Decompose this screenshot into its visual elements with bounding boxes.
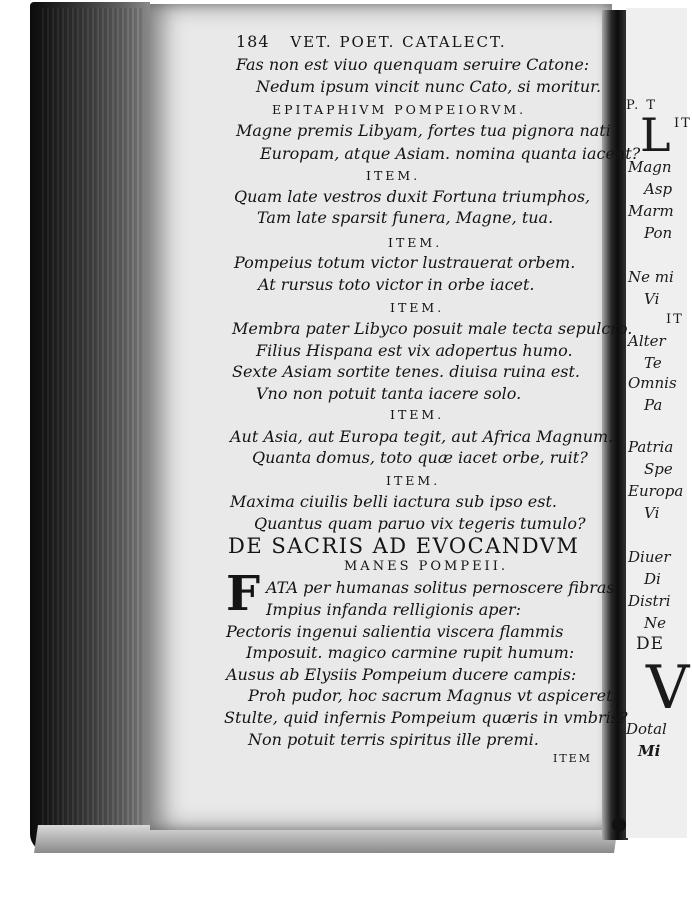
verse-line: Stulte, quid infernis Pompeium quæris in vmbris? bbox=[224, 708, 628, 727]
section-subtitle: MANES POMPEII. bbox=[344, 559, 508, 574]
verse-line: Magne premis Libyam, fortes tua pignora nati bbox=[236, 121, 611, 140]
verse-line: Proh pudor, hoc sacrum Magnus vt aspiceret. bbox=[248, 686, 618, 705]
section-title: DE SACRIS AD EVOCANDVM bbox=[228, 534, 580, 558]
drop-cap: F bbox=[226, 566, 261, 622]
facing-frag: Vi bbox=[644, 504, 660, 522]
verse-line: Pectoris ingenui salientia viscera flammis bbox=[226, 622, 564, 641]
facing-frag: Ne bbox=[644, 614, 667, 632]
verse-line: ATA per humanas solitus pernoscere fibras bbox=[266, 578, 615, 597]
facing-frag: Vi bbox=[644, 290, 660, 308]
verse-line: Membra pater Libyco posuit male tecta sepulcro. bbox=[232, 319, 633, 338]
verse-line: Non potuit terris spiritus ille premi. bbox=[248, 730, 539, 749]
item-heading: ITEM. bbox=[386, 473, 441, 488]
item-heading: ITEM. bbox=[388, 235, 443, 250]
verse-line: Ausus ab Elysiis Pompeium ducere campis: bbox=[226, 665, 577, 684]
facing-frag: DE bbox=[636, 634, 665, 654]
facing-frag: IT bbox=[666, 312, 684, 327]
item-heading: ITEM. bbox=[390, 407, 445, 422]
facing-dropcap: V bbox=[646, 653, 690, 723]
verse-line: At rursus toto victor in orbe iacet. bbox=[258, 275, 535, 294]
facing-page-fragment bbox=[626, 8, 692, 838]
facing-frag: Dotal bbox=[626, 720, 667, 738]
facing-frag: Pon bbox=[644, 224, 673, 242]
facing-frag: Mi bbox=[638, 742, 661, 760]
facing-frag: Asp bbox=[644, 180, 673, 198]
facing-frag: Marm bbox=[628, 202, 674, 220]
item-heading: ITEM. bbox=[366, 168, 421, 183]
verse-line: Maxima ciuilis belli iactura sub ipso est. bbox=[230, 492, 557, 511]
facing-frag: Di bbox=[644, 570, 661, 588]
facing-frag: Omnis bbox=[628, 374, 677, 392]
facing-frag: IT bbox=[674, 116, 692, 131]
verse-line: Quam late vestros duxit Fortuna triumphos, bbox=[234, 187, 591, 206]
ink-blot bbox=[612, 818, 626, 832]
verse-line: Fas non est viuo quenquam seruire Catone: bbox=[236, 55, 590, 74]
facing-frag: Ne mi bbox=[628, 268, 674, 286]
facing-frag: Magn bbox=[628, 158, 672, 176]
epitaph-title: EPITAPHIVM POMPEIORVM. bbox=[272, 102, 527, 117]
verse-line: Filius Hispana est vix adopertus humo. bbox=[256, 341, 573, 360]
facing-head: P. T bbox=[626, 98, 658, 113]
verse-line: Pompeius totum victor lustrauerat orbem. bbox=[234, 253, 576, 272]
facing-frag: Te bbox=[644, 354, 662, 372]
verse-line: Imposuit. magico carmine rupit humum: bbox=[246, 643, 575, 662]
facing-frag: Distri bbox=[628, 592, 671, 610]
verse-line: Sexte Asiam sortite tenes. diuisa ruina est. bbox=[232, 362, 581, 381]
verse-line: Impius infanda relligionis aper: bbox=[266, 600, 521, 619]
facing-frag: Europa bbox=[628, 482, 684, 500]
item-heading: ITEM. bbox=[390, 300, 445, 315]
verse-line: Tam late sparsit funera, Magne, tua. bbox=[257, 208, 554, 227]
verse-line: Aut Asia, aut Europa tegit, aut Africa Magnum. bbox=[230, 427, 614, 446]
verse-line: Quanta domus, toto quæ iacet orbe, ruit? bbox=[252, 448, 588, 467]
catchword: ITEM bbox=[553, 752, 592, 765]
verse-line: Vno non potuit tanta iacere solo. bbox=[256, 384, 522, 403]
running-title: VET. POET. CATALECT. bbox=[290, 33, 507, 51]
facing-dropcap: L bbox=[640, 108, 671, 162]
facing-frag: Patria bbox=[628, 438, 674, 456]
verse-line: Europam, atque Asiam. nomina quanta iacent? bbox=[260, 144, 641, 163]
facing-frag: Spe bbox=[644, 460, 673, 478]
page-edges-texture bbox=[42, 8, 142, 838]
facing-frag: Diuer bbox=[628, 548, 671, 566]
running-head bbox=[236, 32, 507, 51]
verse-line: Quantus quam paruo vix tegeris tumulo? bbox=[254, 514, 586, 533]
verse-line: Nedum ipsum vincit nunc Cato, si moritur. bbox=[256, 77, 602, 96]
facing-frag: Pa bbox=[644, 396, 663, 414]
page-number: 184 bbox=[236, 32, 270, 51]
facing-frag: Alter bbox=[628, 332, 666, 350]
